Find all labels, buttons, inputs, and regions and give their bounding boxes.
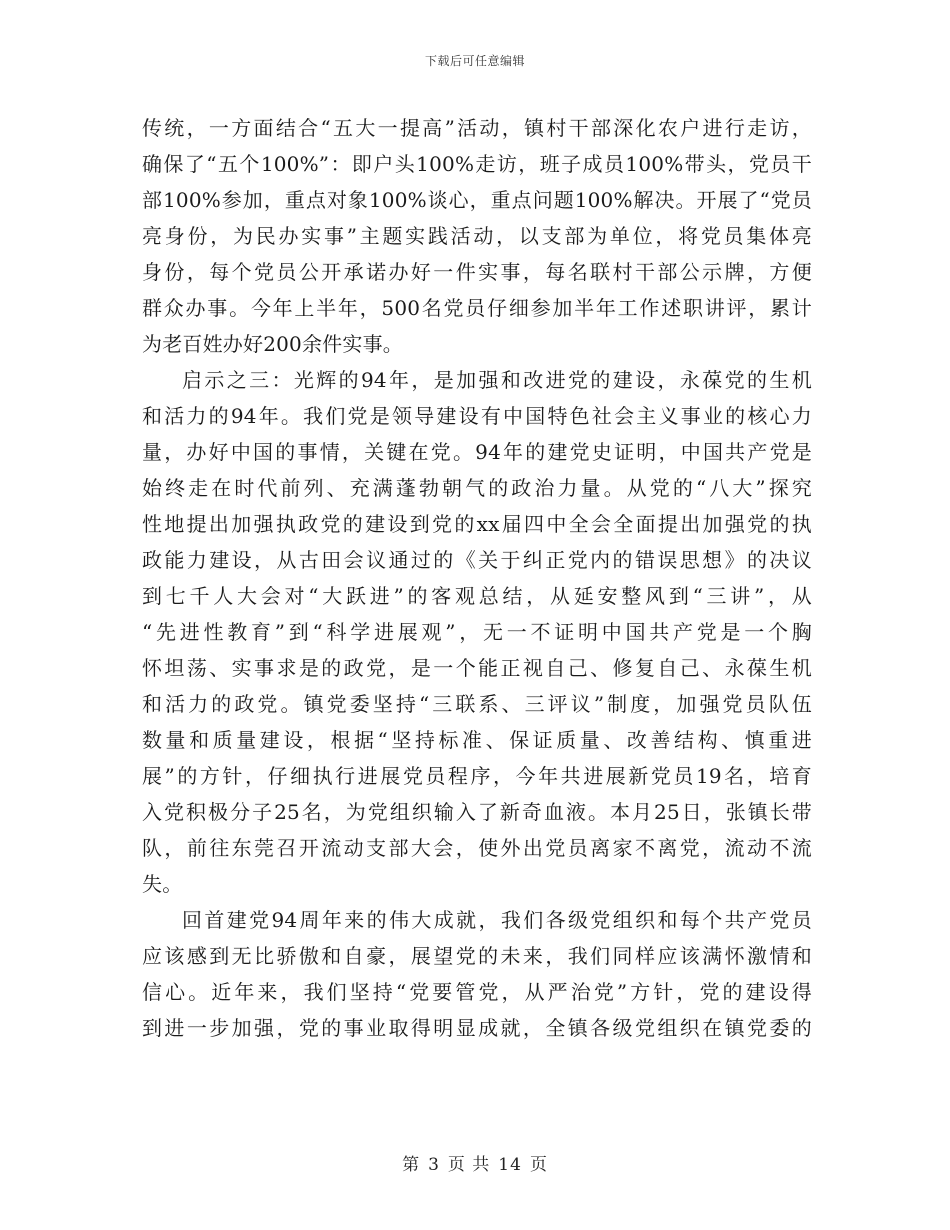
text-line: 量，办好中国的事情，关键在党。94年的建党史证明，中国共产党是 xyxy=(142,440,812,464)
text-line: 和活力的政党。镇党委坚持“三联系、三评议”制度，加强党员队伍 xyxy=(142,692,812,716)
text-line: 和活力的94年。我们党是领导建设有中国特色社会主义事业的核心力 xyxy=(142,404,812,428)
text-line: 政能力建设，从古田会议通过的《关于纠正党内的错误思想》的决议 xyxy=(142,548,812,572)
text-line: 入党积极分子25名，为党组织输入了新奇血液。本月25日，张镇长带 xyxy=(142,800,812,824)
text-line: 应该感到无比骄傲和自豪，展望党的未来，我们同样应该满怀激情和 xyxy=(142,944,812,968)
text-line: 信心。近年来，我们坚持“党要管党，从严治党”方针，党的建设得 xyxy=(142,980,812,1004)
text-line: 怀坦荡、实事求是的政党，是一个能正视自己、修复自己、永葆生机 xyxy=(142,656,812,680)
text-line: “先进性教育”到“科学进展观”，无一不证明中国共产党是一个胸 xyxy=(142,620,812,644)
text-line: 亮身份，为民办实事”主题实践活动，以支部为单位，将党员集体亮 xyxy=(142,224,812,248)
text-line: 为老百姓办好200余件实事。 xyxy=(142,332,403,356)
text-line: 性地提出加强执政党的建设到党的xx届四中全会全面提出加强党的执 xyxy=(142,512,812,536)
text-line: 展”的方针，仔细执行进展党员程序，今年共进展新党员19名，培育 xyxy=(142,764,812,788)
footer-middle: 页 共 xyxy=(447,1155,491,1175)
text-line: 身份，每个党员公开承诺办好一件实事，每名联村干部公示牌，方便 xyxy=(142,260,812,284)
footer-total-pages: 14 xyxy=(498,1155,522,1175)
footer-suffix: 页 xyxy=(529,1155,548,1175)
page-footer xyxy=(0,1150,950,1175)
text-line: 回首建党94周年来的伟大成就，我们各级党组织和每个共产党员 xyxy=(182,908,812,932)
text-line: 队，前往东莞召开流动支部大会，使外出党员离家不离党，流动不流 xyxy=(142,836,812,860)
text-line: 确保了“五个100%”：即户头100%走访，班子成员100%带头，党员干 xyxy=(142,152,812,176)
text-line: 群众办事。今年上半年，500名党员仔细参加半年工作述职讲评，累计 xyxy=(142,296,812,320)
text-line: 部100%参加，重点对象100%谈心，重点问题100%解决。开展了“党员 xyxy=(142,188,812,212)
text-line: 传统，一方面结合“五大一提高”活动，镇村干部深化农户进行走访， xyxy=(142,116,812,140)
footer-prefix: 第 xyxy=(402,1155,421,1175)
text-line: 失。 xyxy=(142,872,183,896)
text-line: 启示之三：光辉的94年，是加强和改进党的建设，永葆党的生机 xyxy=(182,368,812,392)
text-line: 始终走在时代前列、充满蓬勃朝气的政治力量。从党的“八大”探究 xyxy=(142,476,812,500)
text-line: 到七千人大会对“大跃进”的客观总结，从延安整风到“三讲”，从 xyxy=(142,584,812,608)
footer-page-number: 3 xyxy=(428,1155,440,1175)
text-line: 数量和质量建设，根据“坚持标准、保证质量、改善结构、慎重进 xyxy=(142,728,812,752)
text-line: 到进一步加强，党的事业取得明显成就，全镇各级党组织在镇党委的 xyxy=(142,1016,812,1040)
page-header: 下载后可任意编辑 xyxy=(424,54,525,68)
document-body xyxy=(142,110,812,1046)
